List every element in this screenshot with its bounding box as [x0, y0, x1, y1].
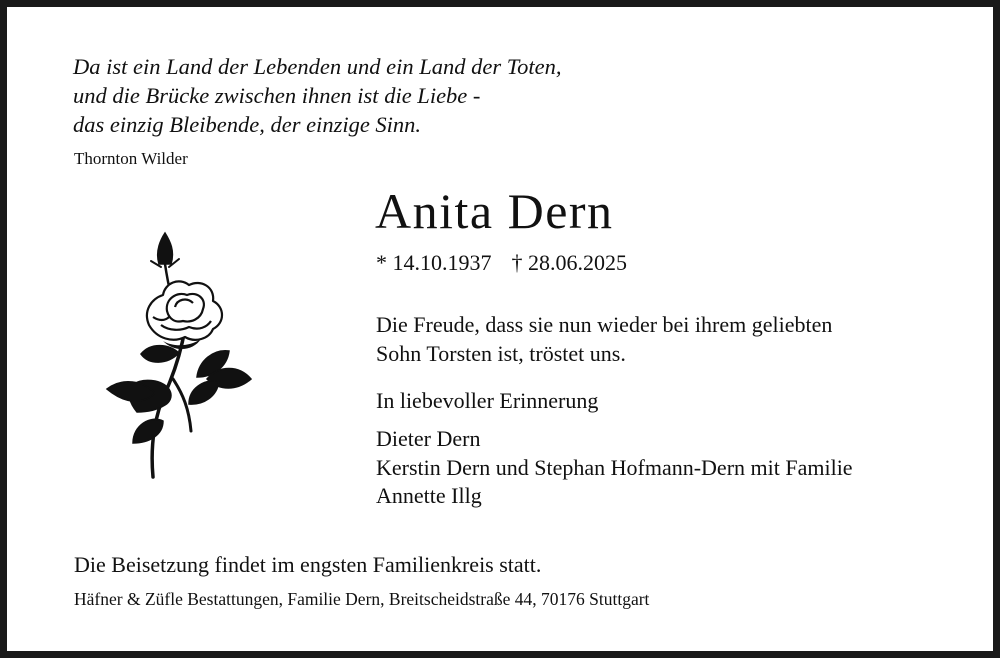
rose-icon	[103, 229, 253, 481]
message-line: Sohn Torsten ist, tröstet uns.	[376, 341, 626, 366]
quote-line: Da ist ein Land der Lebenden und ein Land der Toten,	[73, 54, 562, 79]
death-date: † 28.06.2025	[511, 250, 627, 275]
mourner-name: Dieter Dern	[376, 426, 481, 451]
message-line: Die Freude, dass sie nun wieder bei ihrem geliebten	[376, 312, 833, 337]
mourner-name: Annette Illg	[376, 483, 482, 508]
mourning-message	[376, 310, 832, 368]
birth-date: * 14.10.1937	[376, 250, 492, 275]
quote	[73, 52, 562, 139]
life-dates	[376, 250, 627, 276]
deceased-name: Anita Dern	[375, 183, 614, 239]
mourner-name: Kerstin Dern und Stephan Hofmann-Dern mit Familie	[376, 454, 853, 480]
quote-line: und die Brücke zwischen ihnen ist die Liebe -	[73, 83, 481, 108]
memory-line: In liebevoller Erinnerung	[376, 388, 599, 413]
mourners-list	[376, 425, 853, 511]
burial-note: Die Beisetzung findet im engsten Familienkreis statt.	[74, 552, 542, 577]
quote-line: das einzig Bleibende, der einzige Sinn.	[73, 112, 422, 137]
contact-address: Häfner & Züfle Bestattungen, Familie Dern, Breitscheidstraße 44, 70176 Stuttgart	[74, 589, 650, 609]
quote-author: Thornton Wilder	[74, 149, 188, 168]
